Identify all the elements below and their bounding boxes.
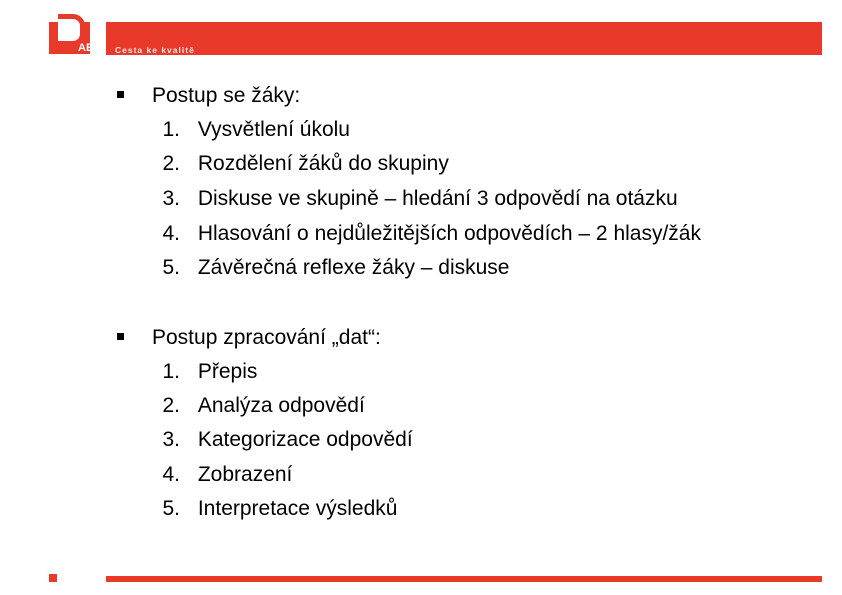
item-number: 1. [162,360,180,383]
list-item [152,187,678,211]
item-text: Přepis [197,360,258,383]
square-bullet-icon [117,91,125,99]
list-item [152,394,365,418]
item-text: Vysvětlení úkolu [197,118,350,141]
square-bullet-icon [117,333,125,341]
item-text: Kategorizace odpovědí [197,428,413,451]
list-item [152,256,510,280]
item-number: 3. [162,428,180,451]
list-item [152,118,350,142]
tagline: Cesta ke kvalitě [115,45,195,55]
item-number: 5. [162,256,180,279]
list-item [152,463,292,487]
list-item [152,360,257,384]
list-item [152,497,397,521]
item-number: 2. [162,152,180,175]
item-text: Interpretace výsledků [197,497,398,520]
section-heading: Postup zpracování „dat“: [152,326,381,349]
item-number: 3. [162,187,180,210]
item-number: 4. [162,463,180,486]
section-heading: Postup se žáky: [152,84,301,107]
footer-bar [106,576,822,582]
header-bar [106,22,822,55]
list-item [152,222,701,246]
footer-square [49,574,57,582]
item-text: Diskuse ve skupině – hledání 3 odpovědí na otázku [197,187,678,210]
item-text: Závěrečná reflexe žáky – diskuse [197,256,510,279]
logo-text: AE [78,42,94,54]
item-number: 2. [162,394,180,417]
item-text: Hlasování o nejdůležitějších odpovědích – 2 hlasy/žák [197,222,701,245]
item-number: 5. [162,497,180,520]
list-item [152,428,413,452]
item-text: Analýza odpovědí [197,394,365,417]
item-text: Zobrazení [197,463,293,486]
item-number: 4. [162,222,180,245]
item-number: 1. [162,118,180,141]
list-item [152,152,449,176]
item-text: Rozdělení žáků do skupiny [197,152,449,175]
